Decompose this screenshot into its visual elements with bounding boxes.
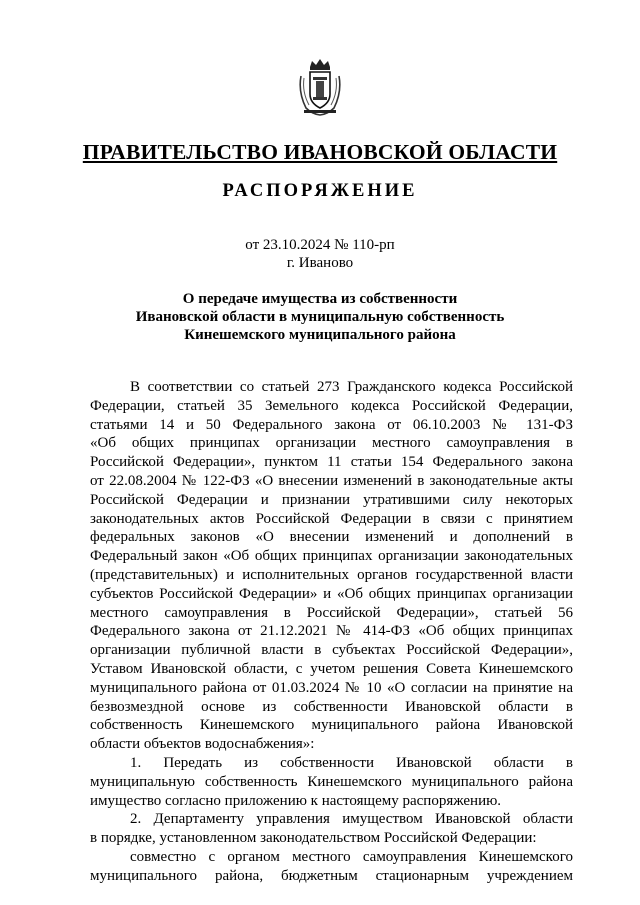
document-body — [90, 378, 573, 886]
body-line: области объектов водоснабжения»: — [90, 736, 315, 753]
date-number: от 23.10.2024 № 110-рп — [245, 237, 395, 253]
body-line: организации публичной власти в субъектах Российской Федерации», — [90, 642, 573, 659]
body-line: субъектов Российской Федерации» и «Об общих принципах организации — [90, 585, 573, 602]
body-line: Российской Федерации и признании утратившими силу некоторых — [90, 491, 573, 508]
body-line: от 22.08.2004 № 122-ФЗ «О внесении изменений в законодательные акты — [90, 472, 573, 489]
body-line: 1. Передать из собственности Ивановской области в — [130, 754, 573, 771]
government-title: ПРАВИТЕЛЬСТВО ИВАНОВСКОЙ ОБЛАСТИ — [82, 140, 558, 164]
body-line: в порядке, установленном законодательством Российской Федерации: — [90, 830, 537, 847]
body-line: Уставом Ивановской области, с учетом решения Совета Кинешемского — [90, 660, 573, 677]
body-line: муниципального района от 01.03.2024 № 10 «О согласии на принятие на — [90, 679, 573, 696]
city: г. Иваново — [286, 255, 354, 271]
body-line: законодательных актов Российской Федерации в связи с принятием — [90, 510, 573, 527]
subject-line: Кинешемского муниципального района — [184, 327, 456, 343]
body-line: Федерации, статьей 35 Земельного кодекса Российской Федерации, — [90, 397, 573, 414]
body-line: муниципальную собственность Кинешемского муниципального района — [90, 773, 573, 790]
body-line: имущество согласно приложению к настоящему распоряжению. — [90, 792, 502, 809]
coat-of-arms-emblem — [298, 58, 342, 116]
date-block — [60, 236, 580, 272]
document-type: РАСПОРЯЖЕНИЕ — [222, 181, 418, 201]
body-line: Федерального закона от 21.12.2021 № 414-ФЗ «Об общих принципах — [90, 623, 573, 640]
subject-line: Ивановской области в муниципальную собственность — [135, 309, 505, 325]
body-line: совместно с органом местного самоуправления Кинешемского — [130, 848, 573, 865]
body-line: местного самоуправления в Российской Федерации», статьей 56 — [90, 604, 573, 621]
document-subject — [60, 290, 580, 344]
body-line: Федеральный закон «Об общих принципах организации законодательных — [90, 548, 573, 565]
body-line: муниципального района, бюджетным стационарным учреждением — [90, 867, 573, 884]
body-line: статьями 14 и 50 Федерального закона от 06.10.2003 № 131-ФЗ — [90, 416, 573, 433]
body-line: «Об общих принципах организации местного самоуправления в — [90, 435, 573, 452]
body-line: федеральных законов «О внесении изменений и дополнений в — [90, 529, 573, 546]
body-line: (представительных) и исполнительных органов государственной власти — [90, 566, 573, 583]
body-line: В соответствии со статьей 273 Гражданского кодекса Российской — [130, 379, 573, 395]
body-line: Российской Федерации», пунктом 11 статьи 154 Федерального закона — [90, 454, 573, 471]
body-line: 2. Департаменту управления имуществом Ивановской области — [130, 811, 573, 828]
body-line: безвозмездной основе из собственности Ивановской области в — [90, 698, 573, 715]
subject-line: О передаче имущества из собственности — [182, 291, 458, 307]
body-line: собственность Кинешемского муниципального района Ивановской — [90, 717, 573, 734]
